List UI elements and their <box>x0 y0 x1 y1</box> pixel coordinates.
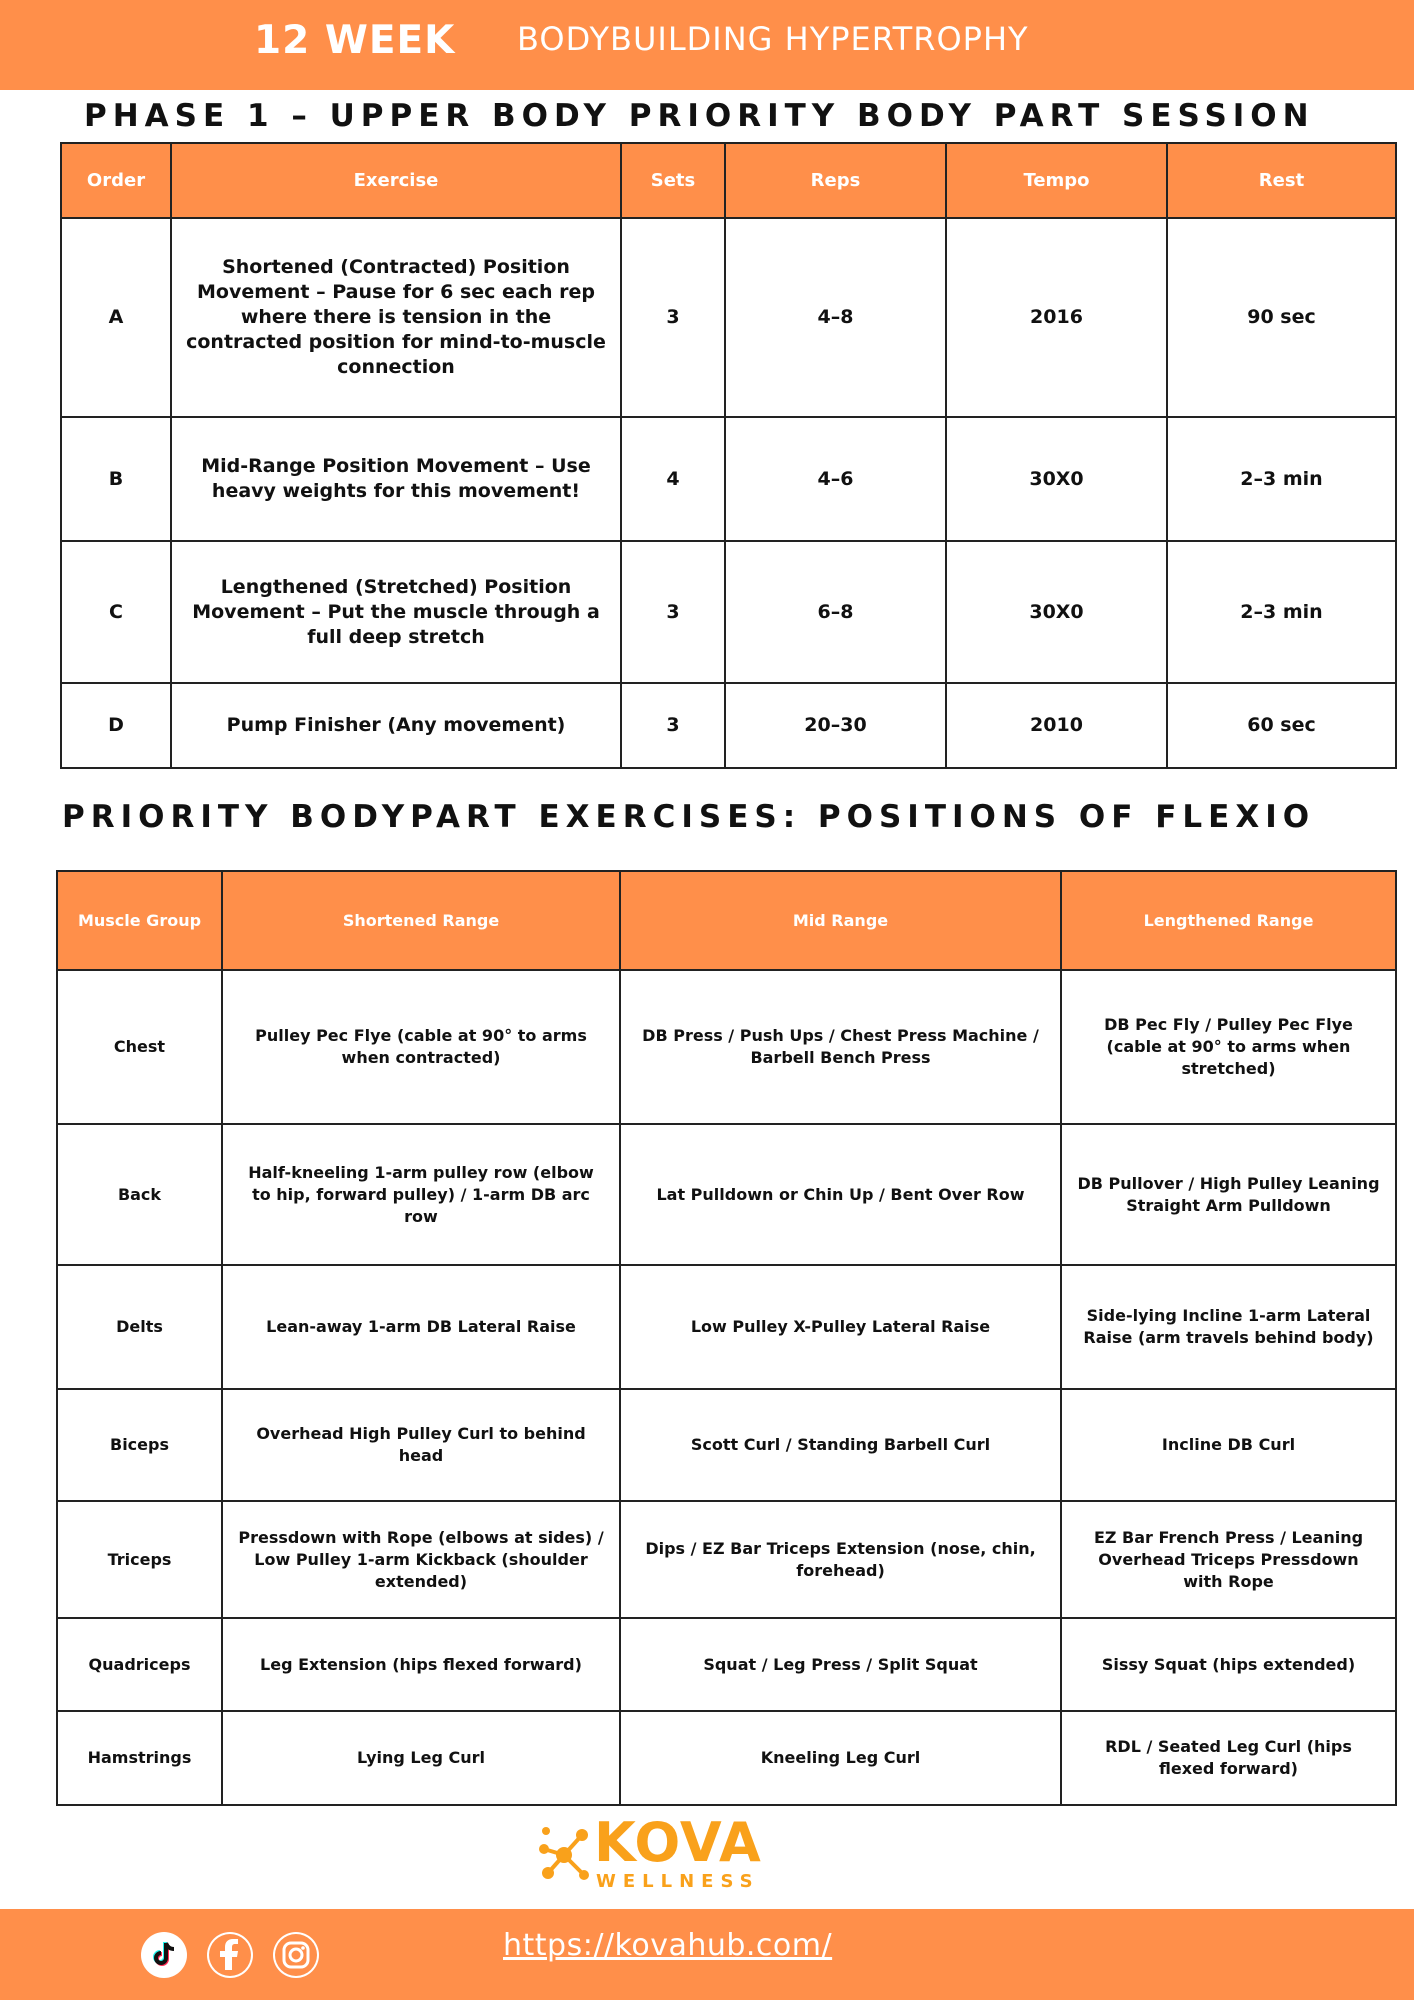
table-row <box>61 541 1396 683</box>
header-order: Order <box>61 143 171 218</box>
table-row <box>57 1618 1396 1711</box>
lengthened-cell: DB Pullover / High Pulley Leaning Straight Arm Pulldown <box>1061 1124 1396 1265</box>
mid-cell: Dips / EZ Bar Triceps Extension (nose, chin, forehead) <box>620 1501 1061 1618</box>
mid-cell: Scott Curl / Standing Barbell Curl <box>620 1389 1061 1501</box>
tempo-cell: 2010 <box>946 683 1167 768</box>
website-link[interactable]: https://kovahub.com/ <box>503 1928 833 1963</box>
order-cell: A <box>61 218 171 417</box>
priority-title: PRIORITY BODYPART EXERCISES: POSITIONS OF FLEXIO <box>62 799 1316 835</box>
shortened-cell: Half-kneeling 1-arm pulley row (elbow to hip, forward pulley) / 1-arm DB arc row <box>222 1124 620 1265</box>
header-exercise: Exercise <box>171 143 621 218</box>
exercise-cell: Shortened (Contracted) Position Movement – Pause for 6 sec each rep where there is tension in the contracted position for mind-to-muscle connection <box>171 218 621 417</box>
tempo-cell: 2016 <box>946 218 1167 417</box>
mid-cell: DB Press / Push Ups / Chest Press Machine / Barbell Bench Press <box>620 970 1061 1124</box>
program-length: 12 WEEK <box>254 18 456 63</box>
header-rest: Rest <box>1167 143 1396 218</box>
shortened-cell: Pressdown with Rope (elbows at sides) / Low Pulley 1-arm Kickback (shoulder extended) <box>222 1501 620 1618</box>
rest-cell: 90 sec <box>1167 218 1396 417</box>
session-table <box>60 142 1397 769</box>
table-row <box>61 683 1396 768</box>
exercise-cell: Lengthened (Stretched) Position Movement – Put the muscle through a full deep stretch <box>171 541 621 683</box>
table-row <box>57 1389 1396 1501</box>
sets-cell: 3 <box>621 218 725 417</box>
program-name: BODYBUILDING HYPERTROPHY <box>517 20 1029 58</box>
reps-cell: 4–8 <box>725 218 946 417</box>
mid-cell: Squat / Leg Press / Split Squat <box>620 1618 1061 1711</box>
muscle-group-cell: Triceps <box>57 1501 222 1618</box>
muscle-group-cell: Delts <box>57 1265 222 1389</box>
shortened-cell: Lying Leg Curl <box>222 1711 620 1805</box>
sets-cell: 4 <box>621 417 725 541</box>
lengthened-cell: Sissy Squat (hips extended) <box>1061 1618 1396 1711</box>
lengthened-cell: DB Pec Fly / Pulley Pec Flye (cable at 90° to arms when stretched) <box>1061 970 1396 1124</box>
header-sets: Sets <box>621 143 725 218</box>
lengthened-cell: Side-lying Incline 1-arm Lateral Raise (arm travels behind body) <box>1061 1265 1396 1389</box>
reps-cell: 20–30 <box>725 683 946 768</box>
muscle-group-cell: Biceps <box>57 1389 222 1501</box>
mid-cell: Low Pulley X-Pulley Lateral Raise <box>620 1265 1061 1389</box>
header-mid-range: Mid Range <box>620 871 1061 970</box>
top-banner <box>0 0 1414 90</box>
reps-cell: 6–8 <box>725 541 946 683</box>
shortened-cell: Overhead High Pulley Curl to behind head <box>222 1389 620 1501</box>
table-row <box>57 1501 1396 1618</box>
facebook-icon[interactable] <box>207 1932 253 1978</box>
table-row <box>61 417 1396 541</box>
sets-cell: 3 <box>621 541 725 683</box>
table-row <box>57 1265 1396 1389</box>
instagram-icon[interactable] <box>273 1932 319 1978</box>
shortened-cell: Leg Extension (hips flexed forward) <box>222 1618 620 1711</box>
lengthened-cell: EZ Bar French Press / Leaning Overhead Triceps Pressdown with Rope <box>1061 1501 1396 1618</box>
muscle-group-cell: Hamstrings <box>57 1711 222 1805</box>
header-muscle-group: Muscle Group <box>57 871 222 970</box>
tiktok-icon[interactable] <box>141 1932 187 1978</box>
tempo-cell: 30X0 <box>946 541 1167 683</box>
table-row <box>57 1711 1396 1805</box>
molecule-icon <box>532 1821 592 1887</box>
exercise-cell: Mid-Range Position Movement – Use heavy weights for this movement! <box>171 417 621 541</box>
muscle-group-cell: Chest <box>57 970 222 1124</box>
phase-title: PHASE 1 – UPPER BODY PRIORITY BODY PART SESSION <box>84 98 1315 134</box>
muscle-group-cell: Back <box>57 1124 222 1265</box>
table-row <box>57 970 1396 1124</box>
table-row <box>61 218 1396 417</box>
tempo-cell: 30X0 <box>946 417 1167 541</box>
flexio-table <box>56 870 1397 1806</box>
muscle-group-cell: Quadriceps <box>57 1618 222 1711</box>
order-cell: C <box>61 541 171 683</box>
header-lengthened-range: Lengthened Range <box>1061 871 1396 970</box>
rest-cell: 2–3 min <box>1167 541 1396 683</box>
header-reps: Reps <box>725 143 946 218</box>
rest-cell: 2–3 min <box>1167 417 1396 541</box>
sets-cell: 3 <box>621 683 725 768</box>
flexio-header-row <box>57 871 1396 970</box>
session-header-row <box>61 143 1396 218</box>
mid-cell: Lat Pulldown or Chin Up / Bent Over Row <box>620 1124 1061 1265</box>
shortened-cell: Lean-away 1-arm DB Lateral Raise <box>222 1265 620 1389</box>
header-shortened-range: Shortened Range <box>222 871 620 970</box>
order-cell: B <box>61 417 171 541</box>
logo-brand: KOVA <box>594 1811 762 1874</box>
rest-cell: 60 sec <box>1167 683 1396 768</box>
logo-subtitle: WELLNESS <box>596 1871 760 1892</box>
reps-cell: 4–6 <box>725 417 946 541</box>
exercise-cell: Pump Finisher (Any movement) <box>171 683 621 768</box>
kova-logo <box>532 1811 762 1895</box>
mid-cell: Kneeling Leg Curl <box>620 1711 1061 1805</box>
table-row <box>57 1124 1396 1265</box>
order-cell: D <box>61 683 171 768</box>
shortened-cell: Pulley Pec Flye (cable at 90° to arms when contracted) <box>222 970 620 1124</box>
lengthened-cell: Incline DB Curl <box>1061 1389 1396 1501</box>
header-tempo: Tempo <box>946 143 1167 218</box>
lengthened-cell: RDL / Seated Leg Curl (hips flexed forward) <box>1061 1711 1396 1805</box>
